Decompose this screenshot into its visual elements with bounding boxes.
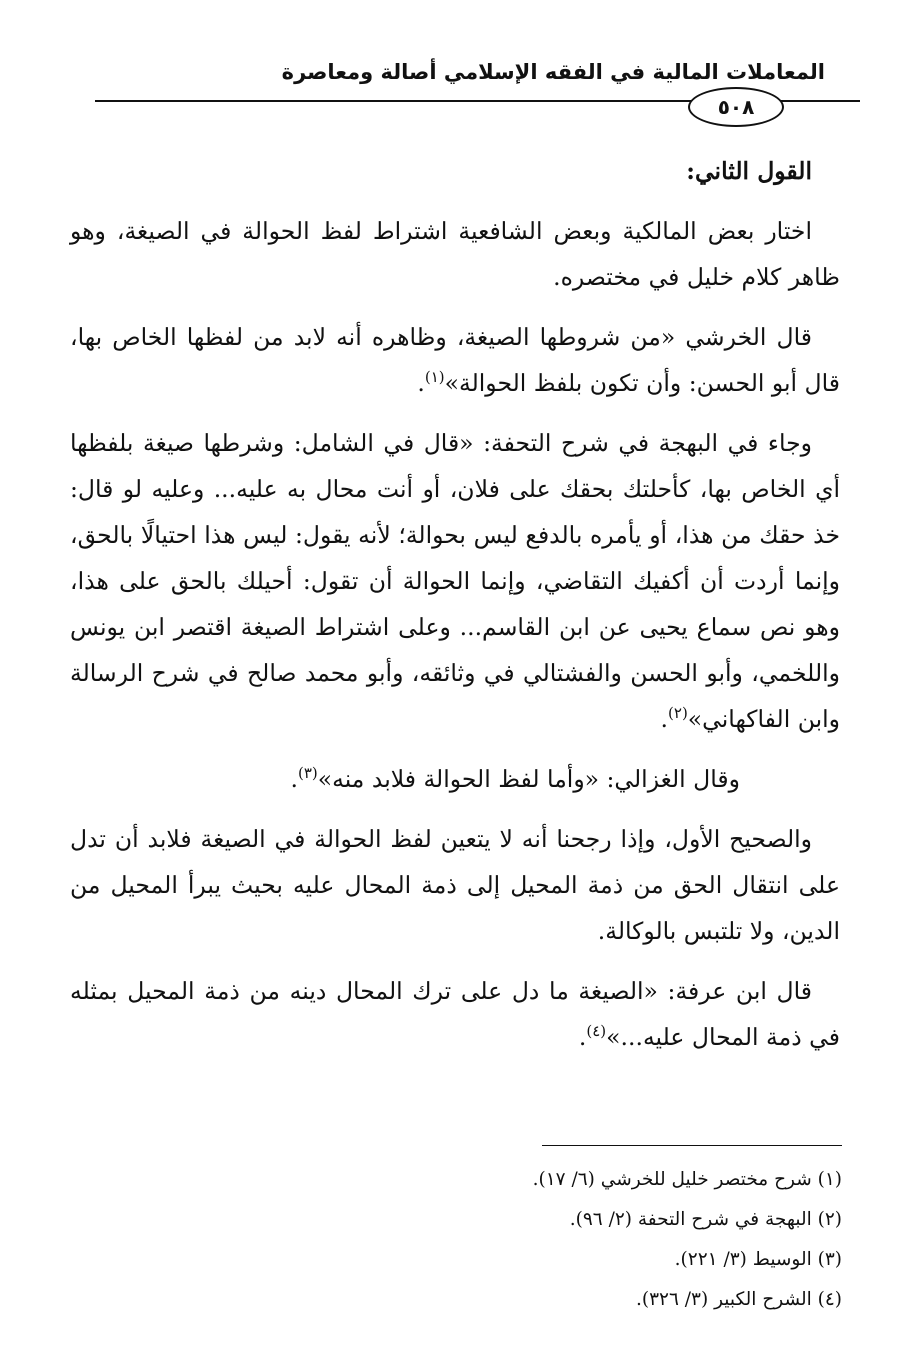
paragraph-5: والصحيح الأول، وإذا رجحنا أنه لا يتعين لفظ الحوالة في الصيغة فلابد أن تدل على انتقال الحق من ذمة المحيل إلى ذمة المحال عليه بحيث يبرأ المحيل من الدين، ولا تلتبس بالوكالة. [70, 825, 840, 945]
paragraph-3-text: وجاء في البهجة في شرح التحفة: «قال في الشامل: وشرطها صيغة بلفظها أي الخاص بها، كأحلتك بحقك على فلان، أو أنت محال به عليه... وعليه لو قال: خذ حقك من هذا، أو يأمره بالدفع ليس بحوالة؛ لأنه يقول: ليس هذا احتيالًا بالحق، وإنما أردت أن أكفيك التقاضي، وإنما الحوالة أن تقول: أحيلك بالحق على هذا، وهو نص سماع يحيى عن ابن القاسم... وعلى اشتراط الصيغة اقتصر ابن يونس واللخمي، وأبو الحسن والفشتالي في وثائقه، وأبو محمد صالح في شرح الرسالة وابن الفاكهاني» [70, 429, 840, 733]
paragraph-2-end: . [417, 369, 425, 397]
footnote-1: (١) شرح مختصر خليل للخرشي (٦/ ١٧). [532, 1169, 842, 1190]
paragraph-6-text: قال ابن عرفة: «الصيغة ما دل على ترك المحال دينه من ذمة المحيل بمثله في ذمة المحال عليه...» [70, 977, 840, 1051]
footnote-separator [542, 1145, 842, 1146]
footnote-4: (٤) الشرح الكبير (٣/ ٣٢٦). [635, 1289, 842, 1310]
paragraph-1: اختار بعض المالكية وبعض الشافعية اشتراط لفظ الحوالة في الصيغة، وهو ظاهر كلام خليل في مختصره. [70, 217, 840, 291]
footnote-ref-4: (٤) [586, 1022, 607, 1040]
paragraph-2-text: قال الخرشي «من شروطها الصيغة، وظاهره أنه لابد من لفظها الخاص بها، قال أبو الحسن: وأن تكون بلفظ الحوالة» [70, 323, 840, 397]
footnote-ref-3: (٣) [297, 764, 318, 782]
paragraph-6-end: . [578, 1023, 587, 1051]
footnote-ref-2: (٢) [668, 704, 688, 722]
main-text [70, 148, 840, 1074]
footnotes [72, 1160, 842, 1320]
footnote-2: (٢) البهجة في شرح التحفة (٢/ ٩٦). [569, 1209, 842, 1230]
paragraph-4-end: . [290, 765, 298, 793]
paragraph-4 [70, 756, 840, 802]
footnote-3: (٣) الوسيط (٣/ ٢٢١). [674, 1249, 842, 1270]
paragraph-6 [70, 968, 840, 1060]
paragraph-3 [70, 420, 840, 742]
paragraph-2 [70, 314, 840, 406]
section-heading: القول الثاني: [686, 157, 812, 185]
paragraph-4-text: وقال الغزالي: «وأما لفظ الحوالة فلابد منه» [317, 765, 740, 793]
running-title: المعاملات المالية في الفقه الإسلامي أصالة ومعاصرة [281, 60, 825, 84]
paragraph-3-end: . [660, 705, 669, 733]
footnote-ref-1: (١) [424, 368, 445, 386]
page-number: ٥٠٨ [688, 87, 784, 127]
